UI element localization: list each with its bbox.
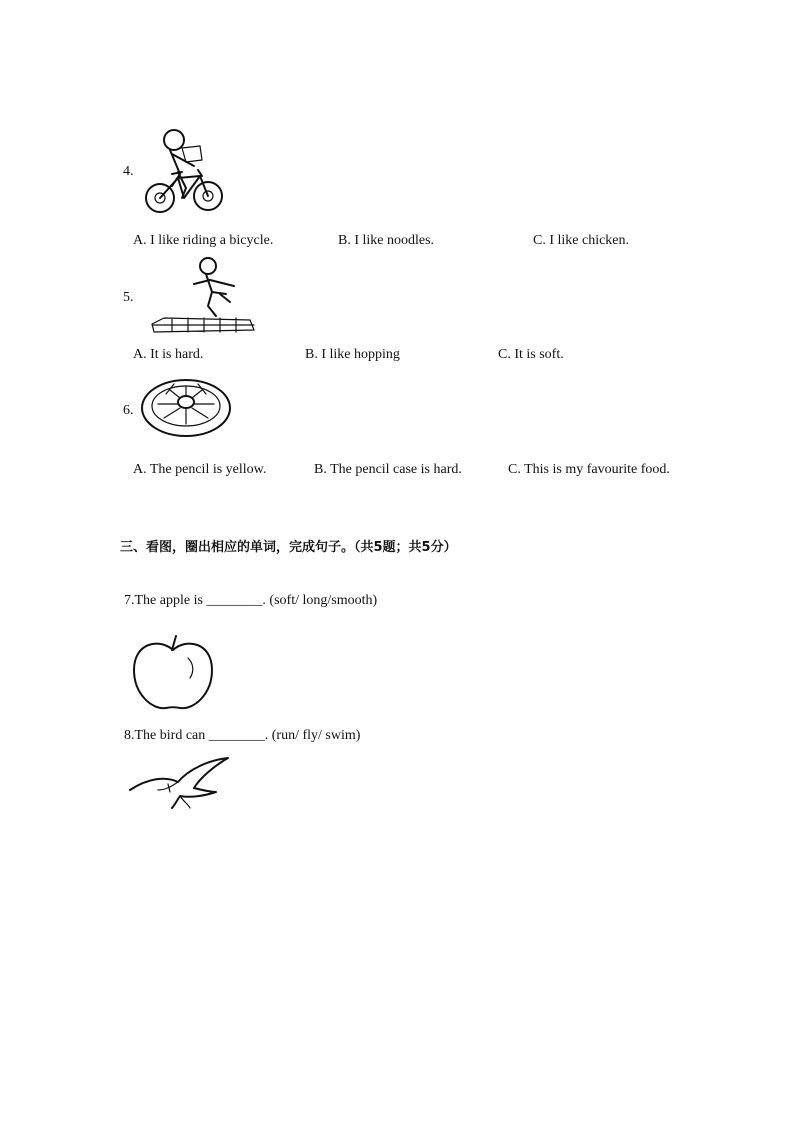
- question-4-option-b: B. I like noodles.: [338, 233, 435, 248]
- question-8-text: 8.The bird can ________. (run/ fly/ swim): [124, 728, 361, 743]
- question-4-number: 4.: [123, 164, 134, 179]
- hopscotch-picture: [150, 256, 256, 334]
- question-6-option-a: A. The pencil is yellow.: [133, 462, 267, 477]
- bicycle-picture: [142, 126, 226, 216]
- food-plate-picture: [140, 376, 232, 440]
- question-4-option-a: A. I like riding a bicycle.: [133, 233, 274, 248]
- apple-picture: [130, 632, 216, 712]
- question-7-text: 7.The apple is ________. (soft/ long/smooth): [124, 593, 378, 608]
- question-5-option-c: C. It is soft.: [498, 347, 564, 362]
- question-4-option-c: C. I like chicken.: [533, 233, 630, 248]
- question-5-option-a: A. It is hard.: [133, 347, 204, 362]
- question-6-option-c: C. This is my favourite food.: [508, 462, 670, 477]
- question-6-option-b: B. The pencil case is hard.: [314, 462, 462, 477]
- question-6-number: 6.: [123, 403, 134, 418]
- section-3-title: 三、看图，圈出相应的单词，完成句子。（共5题；共5分）: [120, 540, 457, 555]
- question-5-option-b: B. I like hopping: [305, 347, 400, 362]
- question-5-number: 5.: [123, 290, 134, 305]
- bird-picture: [128, 756, 230, 812]
